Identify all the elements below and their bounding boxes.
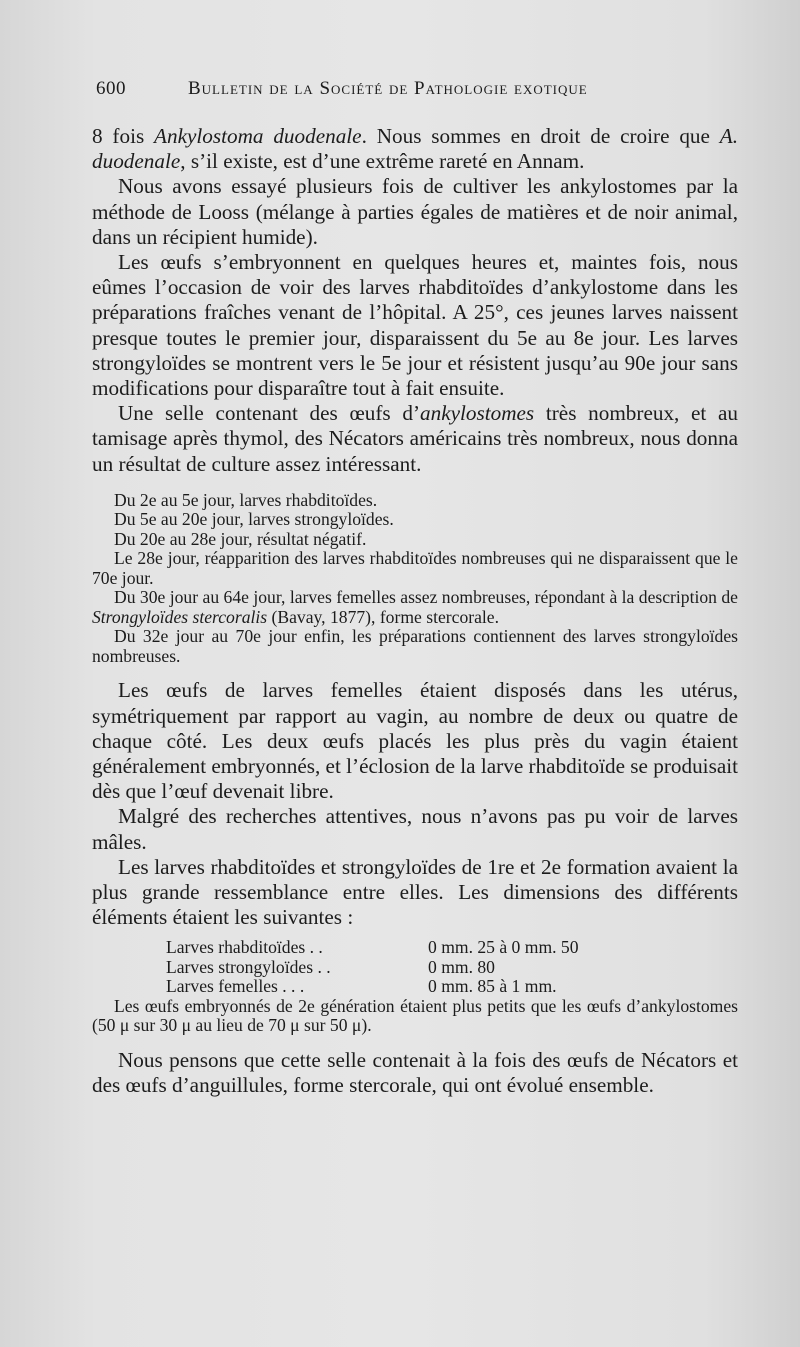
paragraph-3: Les œufs s’embryonnent en quelques heures et, maintes fois, nous eûmes l’occasion de voir des larves rhabditoïdes d’ankylostome dans les préparations fraîches venant de l’hôpital. A 25°, ces jeunes larves naissent presque toutes le premier jour, disparaissent du 5e au 8e jour. Les larves strongyloïdes se montrent vers le 5e jour et résistent jusqu’au 90e jour sans modifications pour disparaître tout à fait ensuite. [92,250,738,401]
page-number: 600 [96,78,126,99]
paragraph-5: Les œufs de larves femelles étaient disposés dans les utérus, symétriquement par rapport au vagin, au nombre de deux ou quatre de chaque côté. Les deux œufs placés les plus près du vagin étaient généralement embryonnés, et l’éclosion de la larve rhabditoïde se produisait dès que l’œuf devenait libre. [92,678,738,804]
culture-line-3: Du 20e au 28e jour, résultat négatif. [114,528,367,549]
species-name: Ankylostoma duodenale [154,124,362,148]
dimension-value: 0 mm. 85 à 1 mm. [428,976,557,997]
text-run: . Nous sommes en droit de croire que [361,124,720,148]
culture-line-6: Du 32e jour au 70e jour enfin, les préparations contiennent des larves strongyloïdes nombreuses. [92,626,738,666]
species-name: Strongyloïdes stercoralis [92,606,268,627]
paragraph-2: Nous avons essayé plusieurs fois de cultiver les ankylostomes par la méthode de Looss (mélange à parties égales de matières et de noir animal, dans un récipient humide). [92,174,738,249]
paragraph-8: Nous pensons que cette selle contenait à la fois des œufs de Nécators et des œufs d’anguillules, forme stercorale, qui ont évolué ensemble. [92,1047,738,1098]
paragraph-7: Les larves rhabditoïdes et strongyloïdes de 1re et 2e formation avaient la plus grande ressemblance entre elles. Les dimensions des différents éléments étaient les suivantes : [92,854,738,930]
dimension-value: 0 mm. 80 [428,956,495,977]
text-run: très nombreux, et au tamisage après thymol, des Nécators américains très nombreux, nous donna un résultat de culture assez intéressant. [92,401,739,476]
paragraph-6: Malgré des recherches attentives, nous n’avons pas pu voir de larves mâles. [92,804,738,854]
page-body [92,124,738,1098]
text-run: (Bavay, 1877), forme stercorale. [267,606,500,627]
culture-line-1: Du 2e au 5e jour, larves rhabditoïdes. [114,489,378,510]
egg-size-note: Les œufs embryonnés de 2e génération étaient plus petits que les œufs d’ankylostomes (50 μ sur 30 μ au lieu de 70 μ sur 50 μ). [92,995,738,1036]
species-name: A. duodenale [92,124,739,174]
dimension-label: Larves rhabditoïdes . . [166,937,323,958]
text-run: Une selle contenant des œufs d’ [118,401,421,426]
paragraph-4 [92,401,738,477]
species-name: ankylostomes [420,401,535,426]
table-row [166,958,579,978]
dimensions-table [166,938,579,997]
culture-results [92,491,738,667]
culture-line-4: Le 28e jour, réapparition des larves rhabditoïdes nombreuses qui ne disparaissent que le 70e jour. [92,548,738,588]
dimension-value: 0 mm. 25 à 0 mm. 50 [428,937,579,958]
culture-line-5 [92,588,738,627]
table-row [166,977,579,997]
paragraph-1 [92,124,738,174]
text-run: Du 30e jour au 64e jour, larves femelles assez nombreuses, répondant à la description de [114,587,738,608]
culture-line-2: Du 5e au 20e jour, larves strongyloïdes. [114,509,394,530]
text-run: 8 fois [92,124,155,148]
text-run: , s’il existe, est d’une extrême rareté en Annam. [180,149,585,174]
running-title: Bulletin de la Société de Pathologie exotique [188,78,588,99]
dimension-label: Larves strongyloïdes . . [166,956,331,977]
dimension-label: Larves femelles . . . [166,976,305,997]
table-row [166,938,579,958]
